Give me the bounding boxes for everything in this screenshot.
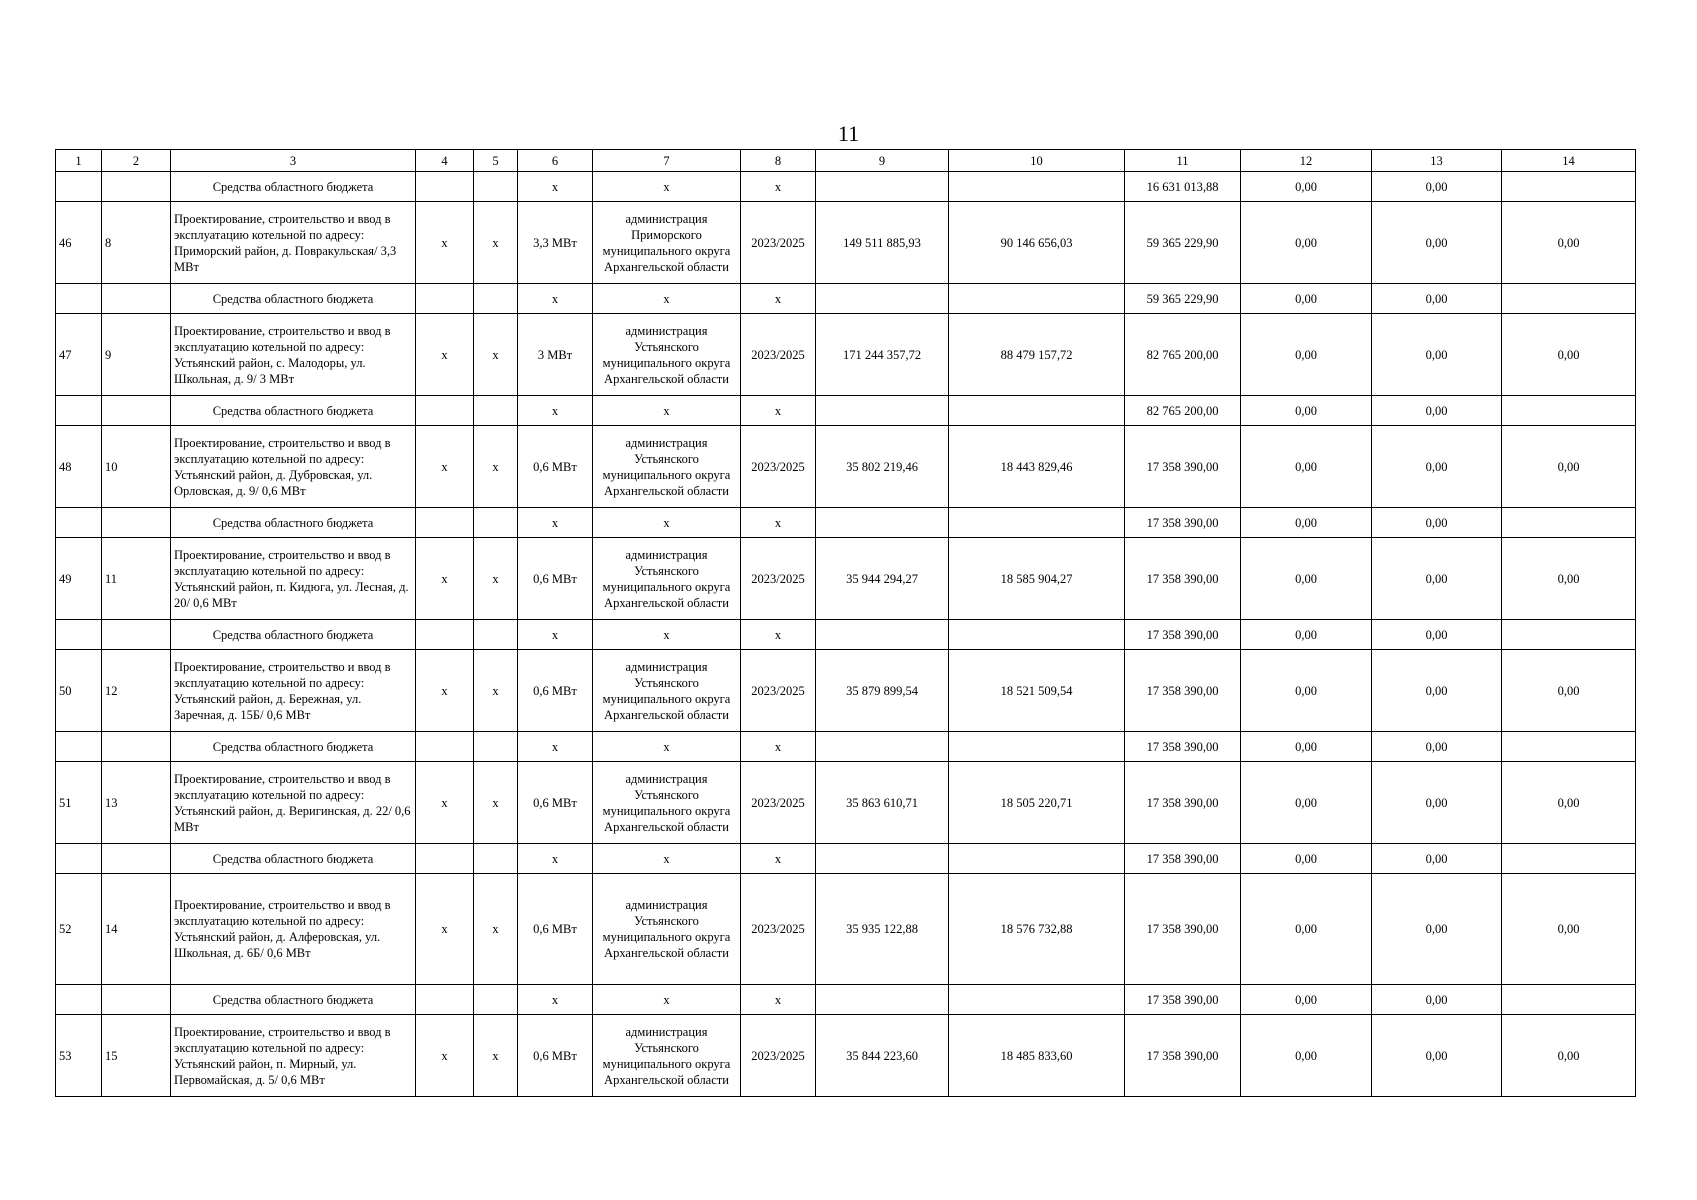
col12-cell: 0,00 — [1241, 762, 1372, 844]
table-row — [56, 650, 1636, 732]
col4-cell: x — [416, 314, 474, 396]
col14-cell — [1502, 172, 1636, 202]
column-header-12: 12 — [1241, 150, 1372, 172]
col4-cell — [416, 985, 474, 1015]
column-header-6: 6 — [518, 150, 593, 172]
description-cell: Средства областного бюджета — [171, 172, 416, 202]
col12-cell: 0,00 — [1241, 650, 1372, 732]
table-row — [56, 314, 1636, 396]
funding-source-row — [56, 620, 1636, 650]
col4-cell: x — [416, 650, 474, 732]
description-cell: Проектирование, строительство и ввод в эксплуатацию котельной по адресу: Устьянский район, д. Алферовская, ул. Школьная, д. 6Б/ 0,6 МВт — [171, 874, 416, 985]
col10-cell — [949, 508, 1125, 538]
col4-cell — [416, 284, 474, 314]
period-cell: x — [741, 284, 816, 314]
col14-cell — [1502, 844, 1636, 874]
col5-cell — [474, 985, 518, 1015]
responsible-org-cell: x — [593, 508, 741, 538]
column-header-14: 14 — [1502, 150, 1636, 172]
col10-cell — [949, 985, 1125, 1015]
col13-cell: 0,00 — [1372, 538, 1502, 620]
col14-cell — [1502, 508, 1636, 538]
col14-cell: 0,00 — [1502, 1015, 1636, 1097]
capacity-cell: x — [518, 172, 593, 202]
total-cost-cell — [816, 172, 949, 202]
total-cost-cell: 35 844 223,60 — [816, 1015, 949, 1097]
total-cost-cell — [816, 620, 949, 650]
col4-cell: x — [416, 538, 474, 620]
col10-cell: 18 521 509,54 — [949, 650, 1125, 732]
col14-cell: 0,00 — [1502, 538, 1636, 620]
col12-cell: 0,00 — [1241, 538, 1372, 620]
col5-cell — [474, 172, 518, 202]
period-cell: x — [741, 172, 816, 202]
sub-number-cell — [102, 844, 171, 874]
header-row — [56, 150, 1636, 172]
period-cell: 2023/2025 — [741, 762, 816, 844]
row-number-cell: 49 — [56, 538, 102, 620]
period-cell: 2023/2025 — [741, 426, 816, 508]
description-cell: Проектирование, строительство и ввод в эксплуатацию котельной по адресу: Устьянский район, п. Кидюга, ул. Лесная, д. 20/ 0,6 МВт — [171, 538, 416, 620]
col14-cell: 0,00 — [1502, 426, 1636, 508]
description-cell: Проектирование, строительство и ввод в эксплуатацию котельной по адресу: Устьянский район, д. Веригинская, д. 22/ 0,6 МВт — [171, 762, 416, 844]
total-cost-cell — [816, 396, 949, 426]
row-number-cell: 48 — [56, 426, 102, 508]
col14-cell — [1502, 620, 1636, 650]
row-number-cell — [56, 284, 102, 314]
regional-budget-cell: 17 358 390,00 — [1125, 844, 1241, 874]
col13-cell: 0,00 — [1372, 732, 1502, 762]
col14-cell: 0,00 — [1502, 874, 1636, 985]
row-number-cell: 47 — [56, 314, 102, 396]
col12-cell: 0,00 — [1241, 985, 1372, 1015]
row-number-cell: 52 — [56, 874, 102, 985]
col12-cell: 0,00 — [1241, 172, 1372, 202]
col13-cell: 0,00 — [1372, 284, 1502, 314]
col4-cell: x — [416, 874, 474, 985]
budget-table — [55, 149, 1636, 1097]
sub-number-cell: 11 — [102, 538, 171, 620]
col4-cell — [416, 396, 474, 426]
col13-cell: 0,00 — [1372, 1015, 1502, 1097]
col13-cell: 0,00 — [1372, 985, 1502, 1015]
col13-cell: 0,00 — [1372, 620, 1502, 650]
capacity-cell: 0,6 МВт — [518, 538, 593, 620]
capacity-cell: x — [518, 844, 593, 874]
regional-budget-cell: 16 631 013,88 — [1125, 172, 1241, 202]
col14-cell: 0,00 — [1502, 762, 1636, 844]
description-cell: Средства областного бюджета — [171, 396, 416, 426]
funding-source-row — [56, 732, 1636, 762]
col12-cell: 0,00 — [1241, 202, 1372, 284]
responsible-org-cell: администрация Устьянского муниципального округа Архангельской области — [593, 650, 741, 732]
responsible-org-cell: x — [593, 396, 741, 426]
col14-cell: 0,00 — [1502, 202, 1636, 284]
total-cost-cell: 35 879 899,54 — [816, 650, 949, 732]
capacity-cell: x — [518, 620, 593, 650]
col13-cell: 0,00 — [1372, 314, 1502, 396]
period-cell: 2023/2025 — [741, 650, 816, 732]
total-cost-cell: 35 802 219,46 — [816, 426, 949, 508]
col10-cell: 18 443 829,46 — [949, 426, 1125, 508]
column-header-5: 5 — [474, 150, 518, 172]
col10-cell: 18 505 220,71 — [949, 762, 1125, 844]
regional-budget-cell: 17 358 390,00 — [1125, 985, 1241, 1015]
col10-cell — [949, 172, 1125, 202]
col5-cell: x — [474, 874, 518, 985]
col13-cell: 0,00 — [1372, 172, 1502, 202]
row-number-cell: 46 — [56, 202, 102, 284]
row-number-cell — [56, 396, 102, 426]
responsible-org-cell: администрация Устьянского муниципального округа Архангельской области — [593, 426, 741, 508]
period-cell: x — [741, 508, 816, 538]
table-row — [56, 426, 1636, 508]
col14-cell — [1502, 284, 1636, 314]
col4-cell — [416, 620, 474, 650]
capacity-cell: x — [518, 732, 593, 762]
table-row — [56, 762, 1636, 844]
total-cost-cell — [816, 985, 949, 1015]
total-cost-cell: 171 244 357,72 — [816, 314, 949, 396]
sub-number-cell: 9 — [102, 314, 171, 396]
col13-cell: 0,00 — [1372, 426, 1502, 508]
col12-cell: 0,00 — [1241, 508, 1372, 538]
capacity-cell: 0,6 МВт — [518, 426, 593, 508]
col10-cell — [949, 844, 1125, 874]
col5-cell: x — [474, 426, 518, 508]
col12-cell: 0,00 — [1241, 284, 1372, 314]
col12-cell: 0,00 — [1241, 396, 1372, 426]
column-header-8: 8 — [741, 150, 816, 172]
total-cost-cell — [816, 284, 949, 314]
col14-cell: 0,00 — [1502, 650, 1636, 732]
col5-cell — [474, 396, 518, 426]
regional-budget-cell: 17 358 390,00 — [1125, 650, 1241, 732]
sub-number-cell: 14 — [102, 874, 171, 985]
regional-budget-cell: 17 358 390,00 — [1125, 732, 1241, 762]
description-cell: Средства областного бюджета — [171, 284, 416, 314]
period-cell: x — [741, 396, 816, 426]
col5-cell: x — [474, 1015, 518, 1097]
responsible-org-cell: администрация Устьянского муниципального округа Архангельской области — [593, 874, 741, 985]
col14-cell: 0,00 — [1502, 314, 1636, 396]
responsible-org-cell: администрация Устьянского муниципального округа Архангельской области — [593, 314, 741, 396]
regional-budget-cell: 82 765 200,00 — [1125, 314, 1241, 396]
col12-cell: 0,00 — [1241, 732, 1372, 762]
funding-source-row — [56, 284, 1636, 314]
col12-cell: 0,00 — [1241, 314, 1372, 396]
col12-cell: 0,00 — [1241, 620, 1372, 650]
row-number-cell — [56, 620, 102, 650]
col10-cell — [949, 284, 1125, 314]
description-cell: Проектирование, строительство и ввод в эксплуатацию котельной по адресу: Устьянский район, п. Мирный, ул. Первомайская, д. 5/ 0,6 МВт — [171, 1015, 416, 1097]
col14-cell — [1502, 732, 1636, 762]
sub-number-cell: 8 — [102, 202, 171, 284]
period-cell: 2023/2025 — [741, 1015, 816, 1097]
funding-source-row — [56, 396, 1636, 426]
sub-number-cell — [102, 732, 171, 762]
col5-cell: x — [474, 538, 518, 620]
row-number-cell — [56, 985, 102, 1015]
capacity-cell: 3,3 МВт — [518, 202, 593, 284]
capacity-cell: 3 МВт — [518, 314, 593, 396]
period-cell: x — [741, 844, 816, 874]
funding-source-row — [56, 172, 1636, 202]
description-cell: Средства областного бюджета — [171, 620, 416, 650]
col13-cell: 0,00 — [1372, 202, 1502, 284]
sub-number-cell — [102, 508, 171, 538]
description-cell: Средства областного бюджета — [171, 508, 416, 538]
sub-number-cell: 10 — [102, 426, 171, 508]
col12-cell: 0,00 — [1241, 426, 1372, 508]
col5-cell: x — [474, 762, 518, 844]
sub-number-cell: 13 — [102, 762, 171, 844]
col13-cell: 0,00 — [1372, 874, 1502, 985]
column-header-7: 7 — [593, 150, 741, 172]
period-cell: 2023/2025 — [741, 874, 816, 985]
period-cell: 2023/2025 — [741, 538, 816, 620]
regional-budget-cell: 17 358 390,00 — [1125, 1015, 1241, 1097]
col5-cell: x — [474, 202, 518, 284]
table-row — [56, 1015, 1636, 1097]
responsible-org-cell: администрация Устьянского муниципального округа Архангельской области — [593, 538, 741, 620]
regional-budget-cell: 17 358 390,00 — [1125, 874, 1241, 985]
sub-number-cell — [102, 396, 171, 426]
row-number-cell — [56, 508, 102, 538]
description-cell: Проектирование, строительство и ввод в эксплуатацию котельной по адресу: Устьянский район, с. Малодоры, ул. Школьная, д. 9/ 3 МВт — [171, 314, 416, 396]
row-number-cell: 51 — [56, 762, 102, 844]
period-cell: 2023/2025 — [741, 314, 816, 396]
responsible-org-cell: x — [593, 620, 741, 650]
col12-cell: 0,00 — [1241, 844, 1372, 874]
col10-cell: 18 576 732,88 — [949, 874, 1125, 985]
period-cell: x — [741, 732, 816, 762]
col13-cell: 0,00 — [1372, 508, 1502, 538]
regional-budget-cell: 82 765 200,00 — [1125, 396, 1241, 426]
col4-cell: x — [416, 762, 474, 844]
period-cell: x — [741, 620, 816, 650]
col4-cell — [416, 844, 474, 874]
description-cell: Средства областного бюджета — [171, 844, 416, 874]
total-cost-cell: 35 935 122,88 — [816, 874, 949, 985]
description-cell: Проектирование, строительство и ввод в эксплуатацию котельной по адресу: Приморский район, д. Повракульская/ 3,3 МВт — [171, 202, 416, 284]
col5-cell — [474, 508, 518, 538]
col13-cell: 0,00 — [1372, 396, 1502, 426]
sub-number-cell — [102, 620, 171, 650]
responsible-org-cell: x — [593, 844, 741, 874]
column-header-9: 9 — [816, 150, 949, 172]
col4-cell: x — [416, 1015, 474, 1097]
row-number-cell: 50 — [56, 650, 102, 732]
sub-number-cell — [102, 985, 171, 1015]
row-number-cell: 53 — [56, 1015, 102, 1097]
capacity-cell: 0,6 МВт — [518, 874, 593, 985]
regional-budget-cell: 17 358 390,00 — [1125, 508, 1241, 538]
regional-budget-cell: 59 365 229,90 — [1125, 284, 1241, 314]
col4-cell — [416, 172, 474, 202]
total-cost-cell: 35 863 610,71 — [816, 762, 949, 844]
responsible-org-cell: администрация Устьянского муниципального округа Архангельской области — [593, 762, 741, 844]
capacity-cell: 0,6 МВт — [518, 762, 593, 844]
column-header-2: 2 — [102, 150, 171, 172]
description-cell: Средства областного бюджета — [171, 732, 416, 762]
col5-cell — [474, 844, 518, 874]
column-header-10: 10 — [949, 150, 1125, 172]
table-row — [56, 538, 1636, 620]
col12-cell: 0,00 — [1241, 874, 1372, 985]
col10-cell — [949, 396, 1125, 426]
page-number: 11 — [837, 121, 860, 146]
capacity-cell: 0,6 МВт — [518, 1015, 593, 1097]
responsible-org-cell: администрация Приморского муниципального округа Архангельской области — [593, 202, 741, 284]
responsible-org-cell: x — [593, 732, 741, 762]
col5-cell: x — [474, 314, 518, 396]
description-cell: Проектирование, строительство и ввод в эксплуатацию котельной по адресу: Устьянский район, д. Дубровская, ул. Орловская, д. 9/ 0,6 МВт — [171, 426, 416, 508]
responsible-org-cell: x — [593, 172, 741, 202]
regional-budget-cell: 17 358 390,00 — [1125, 426, 1241, 508]
total-cost-cell — [816, 844, 949, 874]
sub-number-cell: 12 — [102, 650, 171, 732]
col13-cell: 0,00 — [1372, 650, 1502, 732]
column-header-3: 3 — [171, 150, 416, 172]
funding-source-row — [56, 508, 1636, 538]
description-cell: Средства областного бюджета — [171, 985, 416, 1015]
col5-cell: x — [474, 650, 518, 732]
responsible-org-cell: x — [593, 985, 741, 1015]
col4-cell: x — [416, 202, 474, 284]
regional-budget-cell: 59 365 229,90 — [1125, 202, 1241, 284]
col10-cell — [949, 732, 1125, 762]
col14-cell — [1502, 985, 1636, 1015]
capacity-cell: x — [518, 284, 593, 314]
period-cell: 2023/2025 — [741, 202, 816, 284]
table-row — [56, 874, 1636, 985]
col4-cell — [416, 508, 474, 538]
row-number-cell — [56, 172, 102, 202]
col10-cell: 18 485 833,60 — [949, 1015, 1125, 1097]
column-header-4: 4 — [416, 150, 474, 172]
funding-source-row — [56, 844, 1636, 874]
col10-cell: 18 585 904,27 — [949, 538, 1125, 620]
col13-cell: 0,00 — [1372, 844, 1502, 874]
regional-budget-cell: 17 358 390,00 — [1125, 620, 1241, 650]
col13-cell: 0,00 — [1372, 762, 1502, 844]
col4-cell — [416, 732, 474, 762]
total-cost-cell — [816, 732, 949, 762]
regional-budget-cell: 17 358 390,00 — [1125, 538, 1241, 620]
total-cost-cell: 35 944 294,27 — [816, 538, 949, 620]
col10-cell: 90 146 656,03 — [949, 202, 1125, 284]
column-header-1: 1 — [56, 150, 102, 172]
capacity-cell: 0,6 МВт — [518, 650, 593, 732]
regional-budget-cell: 17 358 390,00 — [1125, 762, 1241, 844]
funding-source-row — [56, 985, 1636, 1015]
column-header-11: 11 — [1125, 150, 1241, 172]
responsible-org-cell: администрация Устьянского муниципального округа Архангельской области — [593, 1015, 741, 1097]
sub-number-cell — [102, 172, 171, 202]
col5-cell — [474, 732, 518, 762]
col12-cell: 0,00 — [1241, 1015, 1372, 1097]
capacity-cell: x — [518, 508, 593, 538]
capacity-cell: x — [518, 396, 593, 426]
col10-cell — [949, 620, 1125, 650]
responsible-org-cell: x — [593, 284, 741, 314]
row-number-cell — [56, 732, 102, 762]
col5-cell — [474, 620, 518, 650]
sub-number-cell: 15 — [102, 1015, 171, 1097]
period-cell: x — [741, 985, 816, 1015]
col4-cell: x — [416, 426, 474, 508]
col14-cell — [1502, 396, 1636, 426]
description-cell: Проектирование, строительство и ввод в эксплуатацию котельной по адресу: Устьянский район, д. Бережная, ул. Заречная, д. 15Б/ 0,6 МВт — [171, 650, 416, 732]
table-row — [56, 202, 1636, 284]
row-number-cell — [56, 844, 102, 874]
total-cost-cell: 149 511 885,93 — [816, 202, 949, 284]
column-header-13: 13 — [1372, 150, 1502, 172]
col10-cell: 88 479 157,72 — [949, 314, 1125, 396]
sub-number-cell — [102, 284, 171, 314]
col5-cell — [474, 284, 518, 314]
capacity-cell: x — [518, 985, 593, 1015]
total-cost-cell — [816, 508, 949, 538]
